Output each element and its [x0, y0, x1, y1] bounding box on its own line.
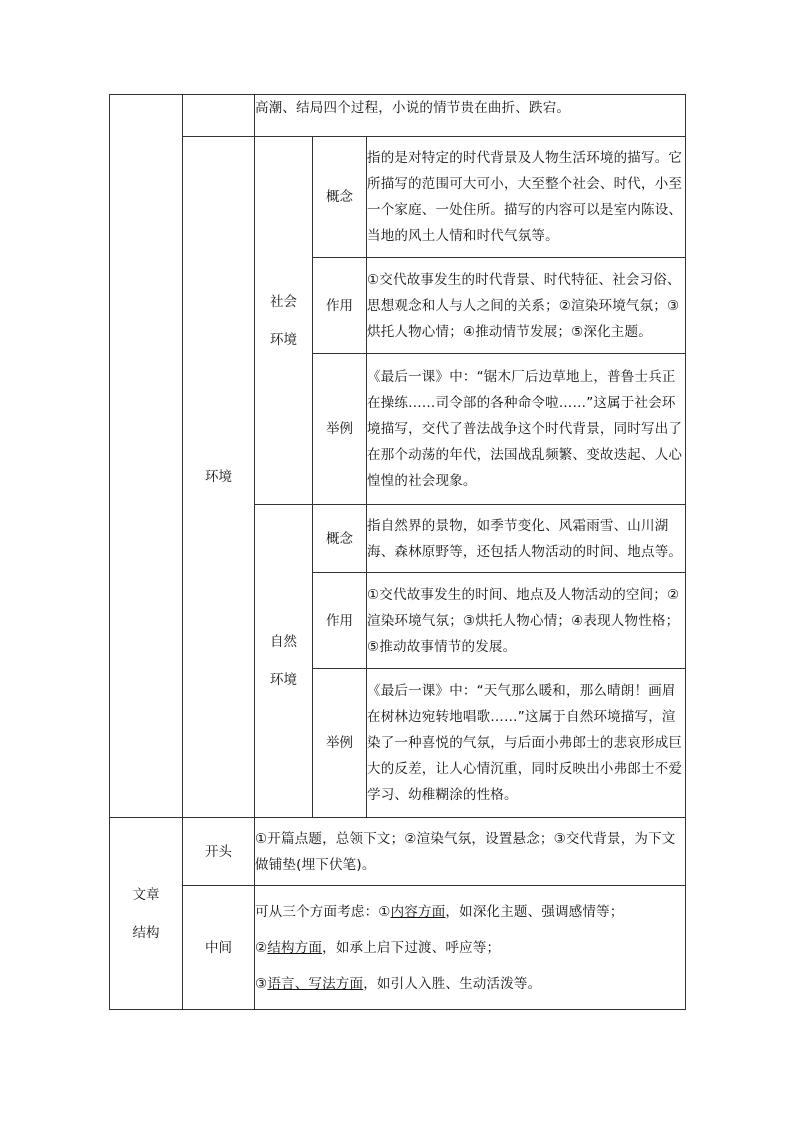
blank-category-cell	[110, 95, 183, 818]
structure-label-line2: 结构	[132, 924, 160, 941]
middle-point-1: 可从三个方面考虑：①内容方面，如深化主题、强调感情等；	[255, 903, 624, 920]
structure-aspect-underlined: 结构方面	[267, 939, 323, 956]
content-table	[109, 94, 686, 1010]
environment-label: 环境	[183, 137, 255, 818]
social-function-text: ①交代故事发生的时代背景、时代特征、社会习俗、思想观念和人与人之间的关系；②渲染环境气氛；③烘托人物心情；④推动情节发展；⑤深化主题。	[367, 258, 686, 354]
social-function-label: 作用	[313, 258, 367, 354]
natural-example-label: 举例	[313, 669, 367, 818]
social-example-text: 《最后一课》中：“锯木厂后边草地上，普鲁士兵正在操练……司令部的各种命令啦……”这属于社会环境描写，交代了普法战争这个时代背景，同时写出了在那个动荡的年代，法国战乱频繁、变故迭起、人心惶惶的社会现象。	[367, 354, 686, 505]
structure-label	[110, 818, 183, 1010]
natural-label-line1: 自然	[270, 634, 297, 650]
social-label-line1: 社会	[270, 293, 297, 310]
natural-function-label: 作用	[313, 573, 367, 669]
middle-text	[255, 886, 686, 1010]
social-environment-label	[255, 137, 313, 505]
opening-text: ①开篇点题，总领下文；②渲染气氛，设置悬念；③交代背景，为下文做铺垫(埋下伏笔)。	[255, 818, 686, 886]
natural-example-text: 《最后一课》中：“天气那么暖和，那么晴朗！画眉在树林边宛转地唱歌……”这属于自然环境描写，渲染了一种喜悦的气氛，与后面小弗郎士的悲哀形成巨大的反差，让人心情沉重，同时反映出小弗郎士不爱学习、幼稚糊涂的性格。	[367, 669, 686, 818]
middle-label: 中间	[183, 886, 255, 1010]
natural-concept-text: 指自然界的景物，如季节变化、风霜雨雪、山川湖海、森林原野等，还包括人物活动的时间、地点等。	[367, 505, 686, 573]
natural-concept-label: 概念	[313, 505, 367, 573]
plot-continuation-text: 高潮、结局四个过程，小说的情节贵在曲折、跌宕。	[255, 95, 686, 137]
middle-point-3: ③语言、写法方面，如引人入胜、生动活泼等。	[255, 975, 542, 992]
structure-label-line1: 文章	[132, 886, 160, 903]
natural-function-text: ①交代故事发生的时间、地点及人物活动的空间；②渲染环境气氛；③烘托人物心情；④表现人物性格；⑤推动故事情节的发展。	[367, 573, 686, 669]
middle-point-2: ②结构方面，如承上启下过渡、呼应等；	[255, 939, 501, 956]
language-aspect-underlined: 语言、写法方面	[267, 975, 364, 992]
natural-environment-label	[255, 505, 313, 818]
social-example-label: 举例	[313, 354, 367, 505]
social-label-line2: 环境	[270, 331, 297, 348]
social-concept-label: 概念	[313, 137, 367, 258]
blank-subcategory-cell	[183, 95, 255, 137]
social-concept-text: 指的是对特定的时代背景及人物生活环境的描写。它所描写的范围可大可小，大至整个社会、时代，小至一个家庭、一处住所。描写的内容可以是室内陈设、当地的风土人情和时代气氛等。	[367, 137, 686, 258]
natural-label-line2: 环境	[270, 672, 297, 688]
opening-label: 开头	[183, 818, 255, 886]
content-aspect-underlined: 内容方面	[390, 903, 446, 920]
